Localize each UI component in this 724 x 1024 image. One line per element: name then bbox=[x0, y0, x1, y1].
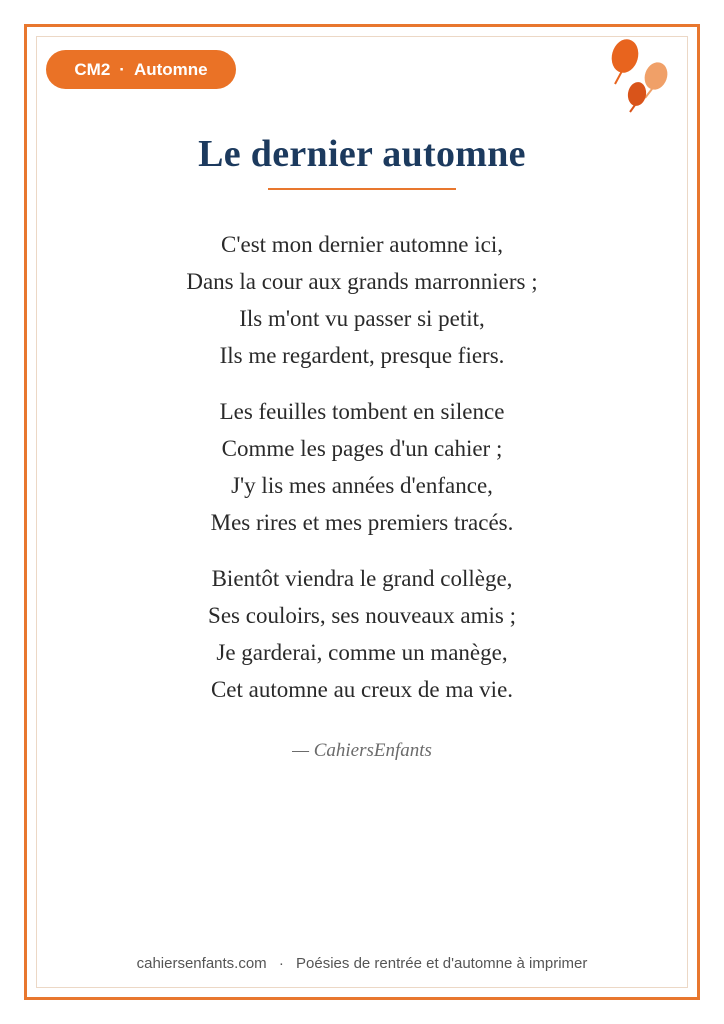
poem-line: J'y lis mes années d'enfance, bbox=[231, 473, 493, 498]
poem-line: Je garderai, comme un manège, bbox=[216, 640, 508, 665]
poem-line: Ses couloirs, ses nouveaux amis ; bbox=[208, 603, 516, 628]
badge-theme: Automne bbox=[133, 59, 208, 79]
poem-body bbox=[0, 226, 724, 727]
poem-line: C'est mon dernier automne ici, bbox=[221, 232, 503, 257]
badge-level: CM2 bbox=[74, 59, 111, 79]
stanza-3 bbox=[0, 560, 724, 708]
title-underline bbox=[268, 188, 456, 190]
footer-tagline: Poésies de rentrée et d'automne à imprimer bbox=[296, 955, 588, 972]
footer-separator: · bbox=[278, 955, 284, 972]
stanza-2 bbox=[0, 393, 724, 541]
poem-line: Dans la cour aux grands marronniers ; bbox=[186, 269, 538, 294]
poem-line: Ils me regardent, presque fiers. bbox=[219, 343, 505, 368]
level-badge bbox=[46, 50, 236, 89]
footer-site-link[interactable]: cahiersenfants.com bbox=[136, 955, 267, 972]
poem-line: Les feuilles tombent en silence bbox=[219, 399, 505, 424]
page-footer bbox=[0, 955, 724, 972]
autumn-leaves-icon bbox=[602, 34, 676, 114]
poem-line: Mes rires et mes premiers tracés. bbox=[210, 510, 514, 535]
poem-title: Le dernier automne bbox=[198, 133, 526, 175]
poem-line: Comme les pages d'un cahier ; bbox=[221, 436, 503, 461]
stanza-1 bbox=[0, 226, 724, 374]
poem-line: Cet automne au creux de ma vie. bbox=[210, 677, 514, 702]
poem-line: Bientôt viendra le grand collège, bbox=[211, 566, 513, 591]
poem-author: — CahiersEnfants bbox=[292, 740, 432, 761]
badge-separator: · bbox=[119, 59, 125, 79]
poem-line: Ils m'ont vu passer si petit, bbox=[239, 306, 485, 331]
